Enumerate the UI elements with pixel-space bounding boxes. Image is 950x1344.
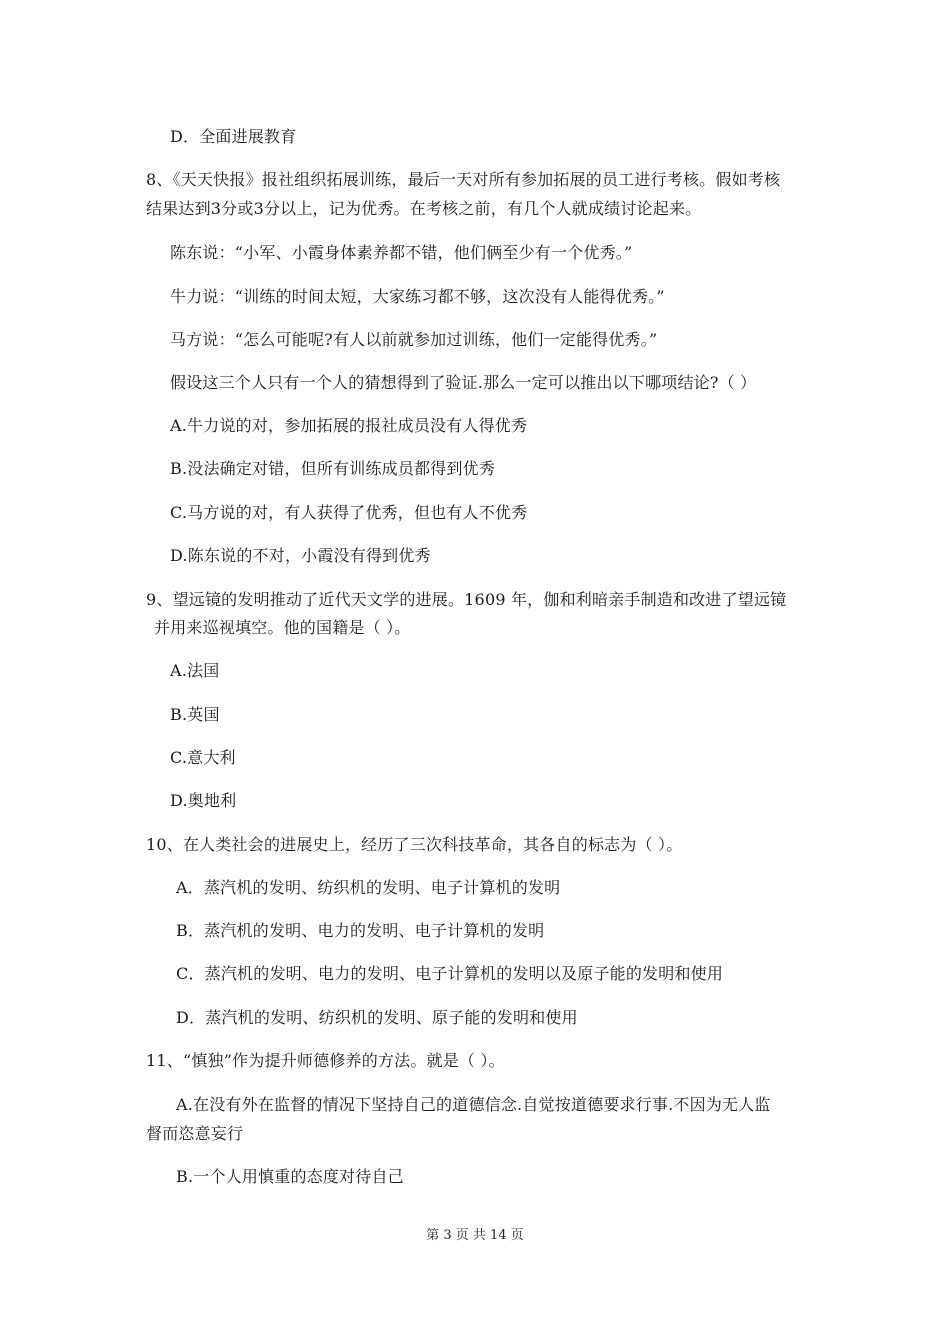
q9-option-d: D.奥地利 [170, 791, 237, 810]
q8-stem-line2: 结果达到3分或3分以上，记为优秀。在考核之前，有几个人就成绩讨论起来。 [146, 199, 702, 218]
q9-stem-line2: 并用来巡视填空。他的国籍是（ ）。 [154, 618, 411, 637]
q10-option-b: B．蒸汽机的发明、电力的发明、电子计算机的发明 [176, 921, 545, 940]
q11-option-a-line2: 督而恣意妄行 [146, 1124, 244, 1143]
q9-option-a: A.法国 [170, 661, 220, 680]
q8-option-a: A.牛力说的对，参加拓展的报社成员没有人得优秀 [170, 416, 528, 435]
q8-option-b: B.没法确定对错，但所有训练成员都得到优秀 [170, 459, 496, 478]
q10-option-a: A．蒸汽机的发明、纺织机的发明、电子计算机的发明 [176, 878, 561, 897]
q9-option-b: B.英国 [170, 705, 220, 724]
q10-option-d: D．蒸汽机的发明、纺织机的发明、原子能的发明和使用 [176, 1008, 578, 1027]
q8-option-d: D.陈东说的不对，小霞没有得到优秀 [170, 546, 431, 565]
q11-option-a-line1: A.在没有外在监督的情况下坚持自己的道德信念.自觉按道德要求行事.不因为无人监 [176, 1095, 771, 1114]
q8-statement-ma: 马方说：“怎么可能呢?有人以前就参加过训练，他们一定能得优秀。” [170, 330, 658, 349]
q7-option-d: D．全面进展教育 [170, 127, 297, 146]
q8-statement-niu: 牛力说：“训练的时间太短，大家练习都不够，这次没有人能得优秀。” [170, 287, 665, 306]
q10-option-c: C．蒸汽机的发明、电力的发明、电子计算机的发明以及原子能的发明和使用 [176, 964, 724, 983]
q10-stem: 10、在人类社会的进展史上，经历了三次科技革命，其各自的标志为（ ）。 [146, 835, 683, 854]
q11-option-b: B.一个人用慎重的态度对待自己 [176, 1167, 404, 1186]
q11-stem: 11、“慎独”作为提升师德修养的方法。就是（ ）。 [146, 1051, 505, 1070]
q8-option-c: C.马方说的对，有人获得了优秀，但也有人不优秀 [170, 503, 528, 522]
q9-stem-line1: 9、望远镜的发明推动了近代天文学的进展。1609 年，伽和利暗亲手制造和改进了望远镜 [146, 590, 787, 609]
q8-statement-chen: 陈东说：“小军、小霞身体素养都不错，他们俩至少有一个优秀。” [170, 243, 633, 262]
q9-option-c: C.意大利 [170, 748, 236, 767]
q8-stem-line1: 8、《天天快报》报社组织拓展训练，最后一天对所有参加拓展的员工进行考核。假如考核 [146, 170, 781, 189]
q8-question: 假设这三个人只有一个人的猜想得到了验证.那么一定可以推出以下哪项结论?（ ） [170, 373, 757, 392]
page-footer: 第 3 页 共 14 页 [426, 1228, 524, 1243]
